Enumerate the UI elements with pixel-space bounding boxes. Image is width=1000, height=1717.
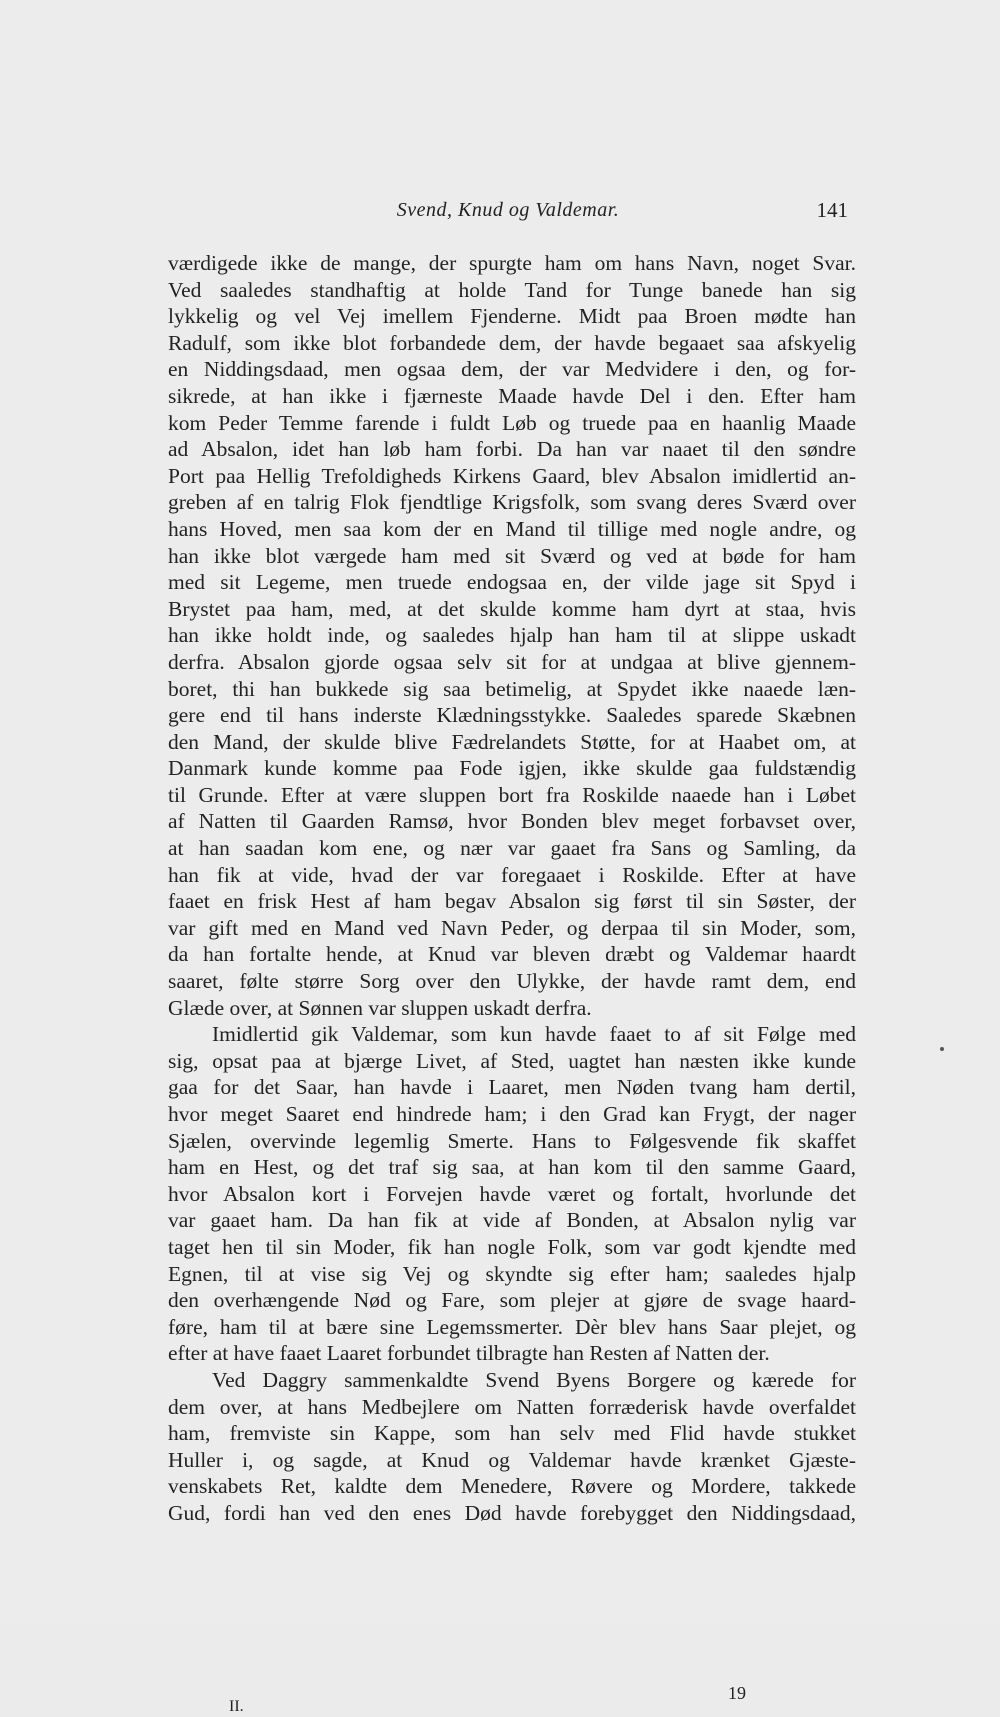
text-line: Sjælen, overvinde legemlig Smerte. Hans to Følgesvende fik skaffet <box>168 1128 856 1153</box>
text-line: han fik at vide, hvad der var foregaaet i Roskilde. Efter at have <box>168 862 856 887</box>
text-line: Port paa Hellig Trefoldigheds Kirkens Gaard, blev Absalon imidlertid an- <box>168 463 856 488</box>
text-line: sikrede, at han ikke i fjærneste Maade havde Del i den. Efter ham <box>168 383 856 408</box>
signature-mark: II. <box>229 1698 244 1715</box>
text-line: ham, fremviste sin Kappe, som han selv med Flid havde stukket <box>168 1421 856 1446</box>
text-line: hans Hoved, men saa kom der en Mand til tillige med nogle andre, og <box>168 516 856 541</box>
text-line: taget hen til sin Moder, fik han nogle Folk, som var godt kjendte med <box>168 1234 856 1259</box>
text-line: saaret, følte større Sorg over den Ulykke, der havde ramt dem, end <box>168 969 856 994</box>
text-line: Danmark kunde komme paa Fode igjen, ikke skulde gaa fuldstændig <box>168 756 856 781</box>
text-line: dem over, at hans Medbejlere om Natten forræderisk havde overfaldet <box>168 1394 856 1419</box>
text-line: han ikke holdt inde, og saaledes hjalp han ham til at slippe uskadt <box>168 623 856 648</box>
text-line-paragraph-end: efter at have faaet Laaret forbundet tilbragte han Resten af Natten der. <box>168 1341 770 1366</box>
signature-number: 19 <box>728 1683 746 1703</box>
text-line: at han saadan kom ene, og nær var gaaet fra Sans og Samling, da <box>168 836 856 861</box>
text-line: hvor meget Saaret end hindrede ham; i den Grad kan Frygt, der nager <box>168 1102 856 1126</box>
text-line: ad Absalon, idet han løb ham forbi. Da han var naaet til den søndre <box>168 437 856 462</box>
text-line: den Mand, der skulde blive Fædrelandets Støtte, for at Haabet om, at <box>168 729 856 754</box>
print-speck <box>940 1047 944 1051</box>
text-line: Brystet paa ham, med, at det skulde komme ham dyrt at staa, hvis <box>168 596 856 621</box>
page-header <box>168 196 848 228</box>
text-line: greben af en talrig Flok fjendtlige Krigsfolk, som svang deres Sværd over <box>168 490 856 515</box>
text-line: den overhængende Nød og Fare, som plejer at gjøre de svage haard- <box>168 1288 856 1313</box>
text-line: Egnen, til at vise sig Vej og skyndte sig efter ham; saaledes hjalp <box>168 1261 856 1286</box>
text-line: en Niddingsdaad, men ogsaa dem, der var Medvidere i den, og for- <box>168 357 856 382</box>
text-line: Ved saaledes standhaftig at holde Tand for Tunge banede han sig <box>168 277 856 302</box>
text-line-paragraph-start: Imidlertid gik Valdemar, som kun havde faaet to af sit Følge med <box>212 1022 856 1047</box>
text-line: derfra. Absalon gjorde ogsaa selv sit for at undgaa at blive gjennem- <box>168 649 856 674</box>
text-line: venskabets Ret, kaldte dem Menedere, Røvere og Mordere, takkede <box>168 1474 856 1499</box>
text-line: gere end til hans inderste Klædningsstykke. Saaledes sparede Skæbnen <box>168 703 856 728</box>
text-line: føre, ham til at bære sine Legemssmerter. Dèr blev hans Saar plejet, og <box>168 1314 856 1339</box>
text-line: da han fortalte hende, at Knud var bleven dræbt og Valdemar haardt <box>168 942 856 967</box>
text-line: af Natten til Gaarden Ramsø, hvor Bonden blev meget forbavset over, <box>168 809 856 834</box>
text-line: Gud, fordi han ved den enes Død havde forebygget den Niddingsdaad, <box>168 1500 856 1525</box>
text-line: med sit Legeme, men truede endogsaa en, der vilde jage sit Spyd i <box>168 570 856 595</box>
text-line: ham en Hest, og det traf sig saa, at han kom til den samme Gaard, <box>168 1155 856 1180</box>
text-line-paragraph-start: Ved Daggry sammenkaldte Svend Byens Borgere og kærede for <box>212 1367 856 1392</box>
running-head: Svend, Knud og Valdemar. <box>396 199 620 221</box>
text-line: han ikke blot værgede ham med sit Sværd og ved at bøde for ham <box>168 543 856 568</box>
text-line: lykkelig og vel Vej imellem Fjenderne. Midt paa Broen mødte han <box>168 304 856 329</box>
page-number: 141 <box>816 198 848 222</box>
text-line: hvor Absalon kort i Forvejen havde været og fortalt, hvorlunde det <box>168 1181 856 1206</box>
text-line: var gift med en Mand ved Navn Peder, og derpaa til sin Moder, som, <box>168 915 856 940</box>
text-line: værdigede ikke de mange, der spurgte ham om hans Navn, noget Svar. <box>168 251 856 275</box>
text-line: faaet en frisk Hest af ham begav Absalon sig først til sin Søster, der <box>168 889 856 914</box>
text-line-paragraph-end: Glæde over, at Sønnen var sluppen uskadt derfra. <box>168 995 592 1020</box>
text-line: boret, thi han bukkede sig saa betimelig, at Spydet ikke naaede læn- <box>168 676 856 701</box>
text-line: gaa for det Saar, han havde i Laaret, men Nøden tvang ham dertil, <box>168 1075 856 1100</box>
text-line: Huller i, og sagde, at Knud og Valdemar havde krænket Gjæste- <box>168 1447 856 1472</box>
text-line: sig, opsat paa at bjærge Livet, af Sted, uagtet han næsten ikke kunde <box>168 1048 856 1073</box>
text-line: kom Peder Temme farende i fuldt Løb og truede paa en haanlig Maade <box>168 410 856 435</box>
text-line: var gaaet ham. Da han fik at vide af Bonden, at Absalon nylig var <box>168 1208 856 1233</box>
body-text <box>168 250 856 1527</box>
text-line: til Grunde. Efter at være sluppen bort fra Roskilde naaede han i Løbet <box>168 782 856 807</box>
text-line: Radulf, som ikke blot forbandede dem, der havde begaaet saa afskyelig <box>168 330 856 355</box>
